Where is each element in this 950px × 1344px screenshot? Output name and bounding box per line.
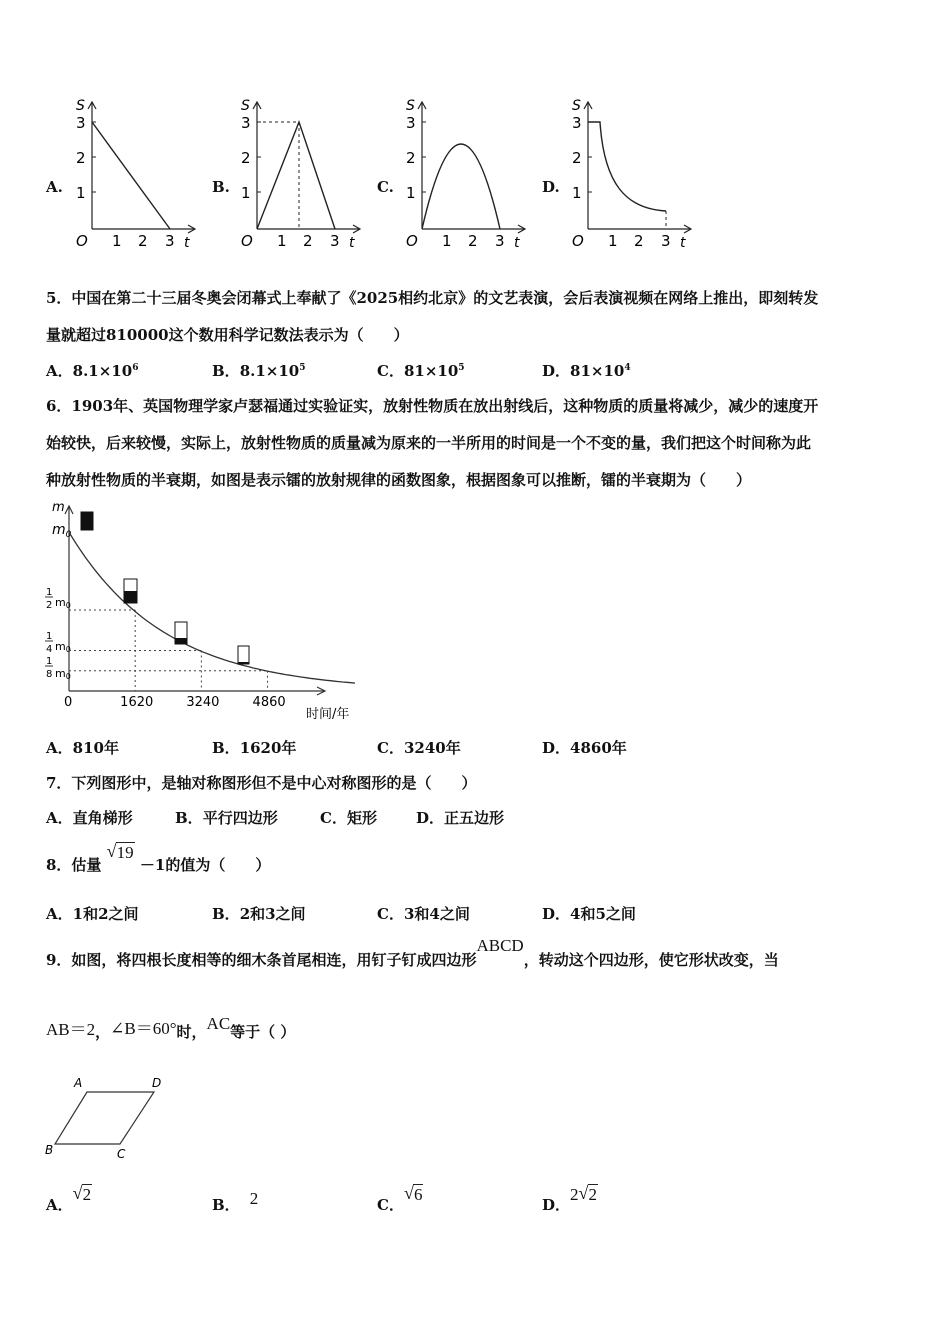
q4-graph-a — [70, 94, 200, 254]
q4-y-tick: 2 — [406, 149, 416, 167]
q7-option-d[interactable]: D．正五边形 — [416, 809, 505, 827]
svg-text:1: 1 — [46, 587, 53, 598]
q4-x-tick: 3 — [661, 232, 671, 250]
q6-x-tick: 4860 — [252, 695, 286, 710]
q9-rhombus-shape — [55, 1092, 154, 1144]
q4-y-tick: 3 — [76, 114, 86, 132]
q4-x-tick: 1 — [112, 232, 122, 250]
q4-y-tick: 2 — [572, 149, 582, 167]
svg-text:1: 1 — [46, 631, 53, 642]
q8-sqrt: √ 19 — [106, 841, 134, 862]
q4-origin: O — [572, 232, 584, 250]
q4-y-tick: 3 — [572, 114, 582, 132]
q6-x-tick: 3240 — [186, 695, 220, 710]
q6-x-name: 时间/年 — [306, 707, 350, 722]
q4-y-tick: 3 — [406, 114, 416, 132]
q4-x-tick: 3 — [495, 232, 505, 250]
q9-vertex-c: C — [117, 1147, 126, 1161]
q4-y-name: S — [572, 98, 581, 114]
q7-stem: 7．下列图形中，是轴对称图形但不是中心对称图形的是（ ） — [46, 774, 477, 792]
q4-graph-a-line — [92, 122, 170, 229]
q4-origin: O — [406, 232, 418, 250]
q9-stem-line1: 9．如图，将四根长度相等的细木条首尾相连，用钉子钉成四边形ABCD，转动这个四边形，使它形状改变，当 — [46, 936, 779, 969]
q6-y0-label: $m_0$ — [52, 522, 72, 540]
q9-rhombus — [40, 1070, 180, 1162]
q7-option-c[interactable]: C．矩形 — [320, 809, 377, 827]
q9-option-b[interactable]: B． 2 — [212, 1189, 259, 1214]
q6-option-b[interactable]: B．1620年 — [212, 739, 297, 757]
q7-option-a[interactable]: A．直角梯形 — [46, 809, 133, 827]
q6-x-tick: 1620 — [120, 695, 154, 710]
q5-option-c[interactable]: C．$81\times 10^5$ — [377, 362, 465, 380]
q9-shape-name: ABCD — [476, 936, 524, 955]
q5-option-d[interactable]: D．$81\times 10^4$ — [542, 362, 631, 380]
q4-graph-c — [400, 94, 530, 254]
q4-x-name: t — [514, 235, 520, 251]
q6-x-ticks — [120, 695, 285, 710]
q4-y-name: S — [76, 98, 85, 114]
q4-option-d-label[interactable]: D. — [542, 178, 560, 196]
q6-option-c[interactable]: C．3240年 — [377, 739, 461, 757]
q9-option-d[interactable]: D．2 √ 2 — [542, 1183, 598, 1214]
q4-y-tick: 1 — [241, 184, 251, 202]
q4-graph-a-axes — [88, 102, 195, 233]
q4-graph-c-parabola — [422, 144, 500, 229]
q4-x-tick: 1 — [442, 232, 452, 250]
q8-option-b[interactable]: B．2和3之间 — [212, 905, 306, 923]
q9-option-c[interactable]: C． √ 6 — [377, 1183, 423, 1214]
q9-ac: AC — [206, 1014, 231, 1033]
q4-x-tick: 1 — [608, 232, 618, 250]
q6-option-d[interactable]: D．4860年 — [542, 739, 627, 757]
q8-stem: 8．估量 √ 19 －1的值为（ ） — [46, 841, 271, 874]
q5-stem-line2: 量就超过810000这个数用科学记数法表示为（ ） — [46, 326, 409, 344]
q4-y-name: S — [406, 98, 415, 114]
svg-text:4: 4 — [46, 644, 53, 655]
q5-option-a[interactable]: A．$8.1\times 10^6$ — [46, 362, 139, 380]
q4-y-tick: 2 — [241, 149, 251, 167]
q9-angle: ∠B＝60° — [110, 1019, 177, 1038]
q6-decay-curve — [69, 532, 355, 683]
q6-stem-line3: 种放射性物质的半衰期，如图是表示镭的放射规律的函数图象，根据图象可以推断，镭的半衰期为（ ） — [46, 471, 752, 489]
q8-option-d[interactable]: D．4和5之间 — [542, 905, 636, 923]
q4-graph-b-triangle — [257, 122, 335, 229]
svg-text:m0: m0 — [55, 667, 71, 681]
q9-stem-line2: AB＝2，∠B＝60°时，AC等于（ ） — [46, 1014, 296, 1041]
q4-option-b-label[interactable]: B. — [212, 178, 230, 196]
q4-y-tick: 1 — [406, 184, 416, 202]
q6-label-half — [45, 587, 71, 611]
q6-option-a[interactable]: A．810年 — [46, 739, 119, 757]
q4-option-a-label[interactable]: A. — [46, 178, 63, 196]
q4-y-tick: 1 — [572, 184, 582, 202]
q4-x-tick: 2 — [634, 232, 644, 250]
q4-x-tick: 3 — [330, 232, 340, 250]
q4-x-name: t — [184, 235, 190, 251]
q9-ab: AB＝2 — [46, 1020, 96, 1039]
q4-y-tick: 2 — [76, 149, 86, 167]
q4-graph-b — [235, 94, 365, 254]
q4-graph-c-axes — [418, 102, 525, 233]
q4-x-name: t — [349, 235, 355, 251]
q4-x-tick: 2 — [138, 232, 148, 250]
svg-text:8: 8 — [46, 669, 53, 680]
q6-stem-line1: 6．1903年、英国物理学家卢瑟福通过实验证实，放射性物质在放出射线后，这种物质的质量将减少，减少的速度开 — [46, 397, 819, 415]
q4-origin: O — [241, 232, 253, 250]
q4-x-tick: 1 — [277, 232, 287, 250]
svg-text:2: 2 — [46, 600, 53, 611]
q6-jar-4 — [238, 646, 249, 664]
q8-option-c[interactable]: C．3和4之间 — [377, 905, 470, 923]
q6-jar-1 — [81, 512, 93, 530]
svg-text:1: 1 — [46, 656, 53, 667]
q6-jar-2 — [124, 579, 137, 603]
q9-vertex-b: B — [45, 1143, 54, 1157]
svg-text:m0: m0 — [55, 640, 71, 654]
q4-x-tick: 2 — [303, 232, 313, 250]
q4-y-tick: 1 — [76, 184, 86, 202]
q6-label-eighth — [45, 656, 71, 681]
q6-origin: 0 — [64, 695, 73, 710]
q9-option-a[interactable]: A． √ 2 — [46, 1183, 92, 1214]
q6-label-quarter — [45, 631, 71, 655]
q6-axes — [65, 506, 325, 695]
q8-option-a[interactable]: A．1和2之间 — [46, 905, 139, 923]
q4-graph-d — [566, 94, 696, 254]
q4-y-tick: 3 — [241, 114, 251, 132]
q6-y-name: m — [52, 500, 65, 515]
q4-x-tick: 3 — [165, 232, 175, 250]
q9-vertex-a: A — [74, 1076, 83, 1090]
q7-option-b[interactable]: B．平行四边形 — [175, 809, 278, 827]
q6-stem-line2: 始较快，后来较慢，实际上，放射性物质的质量减为原来的一半所用的时间是一个不变的量，我们把这个时间称为此 — [46, 434, 812, 452]
q5-option-b[interactable]: B．$8.1\times 10^5$ — [212, 362, 306, 380]
q4-option-c-label[interactable]: C. — [377, 178, 394, 196]
svg-text:m0: m0 — [55, 596, 71, 610]
q4-y-name: S — [241, 98, 250, 114]
q9-vertex-d: D — [152, 1076, 162, 1090]
q4-origin: O — [76, 232, 88, 250]
q5-stem-line1: 5．中国在第二十三届冬奥会闭幕式上奉献了《2025相约北京》的文艺表演，会后表演视频在网络上推出，即刻转发 — [46, 289, 819, 307]
q4-x-tick: 2 — [468, 232, 478, 250]
q4-graph-d-decay — [588, 122, 666, 211]
q6-decay-graph — [40, 496, 370, 726]
q6-jar-3 — [175, 622, 187, 644]
q4-x-name: t — [680, 235, 686, 251]
